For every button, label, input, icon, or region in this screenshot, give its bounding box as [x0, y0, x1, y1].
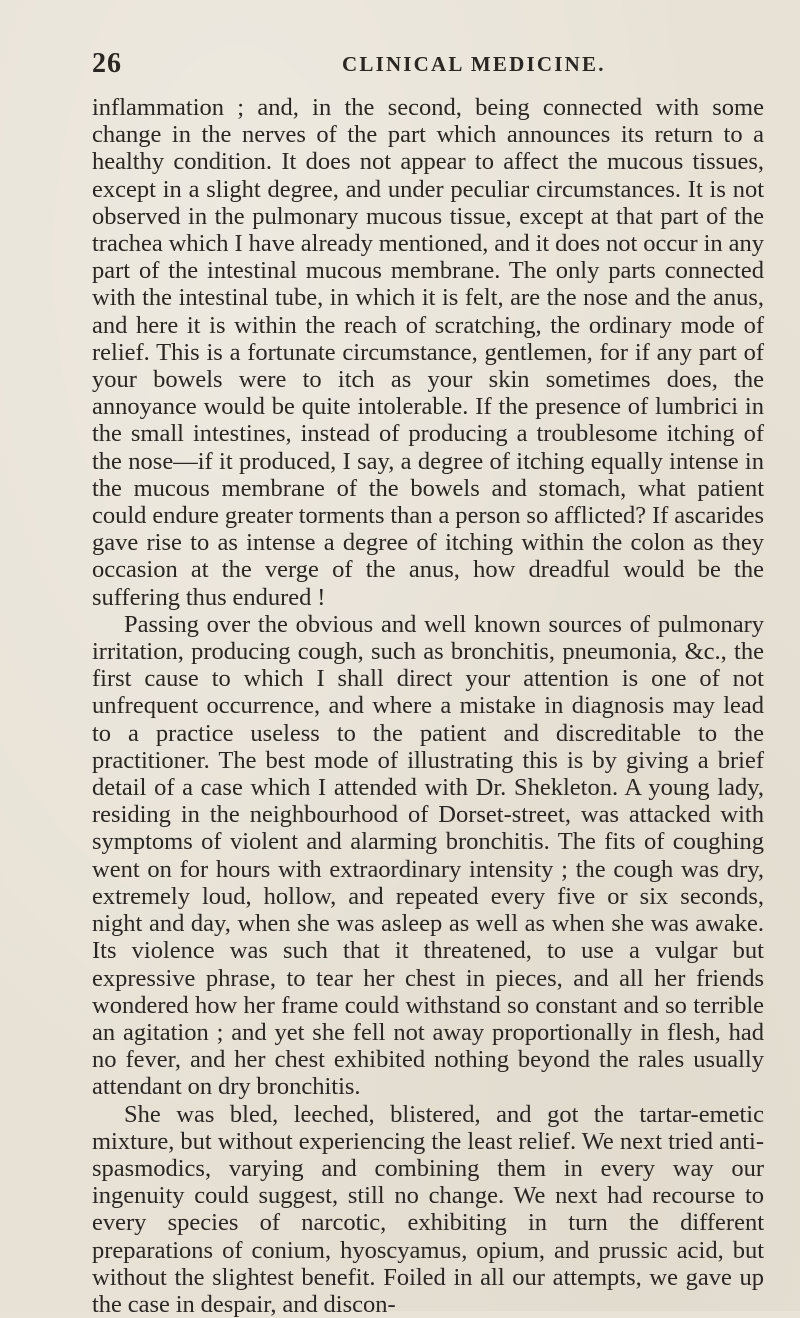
paragraph-3: She was bled, leeched, blistered, and got the tartar-emetic mixture, but without experiencing the least relief. We next tried anti-spasmodics, varying and combining them in every way our ingenuity could suggest, still no change. We next had recourse to every species of narcotic, exhibiting in turn the different preparations of conium, hyoscyamus, opium, and prussic acid, but without the slightest benefit. Foiled in all our attempts, we gave up the case in despair, and discon- [92, 1100, 764, 1318]
body-text [92, 94, 764, 1318]
paragraph-2: Passing over the obvious and well known sources of pulmonary irritation, producing cough, such as bronchitis, pneumonia, &c., the first cause to which I shall direct your attention is one of not unfrequent occurrence, and where a mistake in diagnosis may lead to a practice useless to the patient and discreditable to the practitioner. The best mode of illustrating this is by giving a brief detail of a case which I attended with Dr. Shekleton. A young lady, residing in the neighbourhood of Dorset-street, was attacked with symptoms of violent and alarming bronchitis. The fits of coughing went on for hours with extraordinary intensity ; the cough was dry, extremely loud, hollow, and repeated every five or six seconds, night and day, when she was asleep as well as when she was awake. Its violence was such that it threatened, to use a vulgar but expressive phrase, to tear her chest in pieces, and all her friends wondered how her frame could withstand so constant and so terrible an agitation ; and yet she fell not away proportionally in flesh, had no fever, and her chest exhibited nothing beyond the rales usually attendant on dry bronchitis. [92, 610, 764, 1101]
page-number: 26 [92, 48, 122, 79]
running-head: CLINICAL MEDICINE. [342, 52, 606, 76]
page-header [92, 48, 752, 84]
paragraph-1: inflammation ; and, in the second, being connected with some change in the nerves of the part which announces its return to a healthy condition. It does not appear to affect the mucous tissues, except in a slight degree, and under peculiar circumstances. It is not observed in the pulmonary mucous tissue, except at that part of the trachea which I have already mentioned, and it does not occur in any part of the intestinal mucous membrane. The only parts connected with the intestinal tube, in which it is felt, are the nose and the anus, and here it is within the reach of scratching, the ordinary mode of relief. This is a fortunate circumstance, gentlemen, for if any part of your bowels were to itch as your skin sometimes does, the annoyance would be quite intolerable. If the presence of lumbrici in the small intestines, instead of producing a troublesome itching of the nose—if it produced, I say, a degree of itching equally intense in the mucous membrane of the bowels and stomach, what patient could endure greater torments than a person so afflicted? If ascarides gave rise to as intense a degree of itching within the colon as they occasion at the verge of the anus, how dreadful would be the suffering thus endured ! [92, 94, 764, 611]
